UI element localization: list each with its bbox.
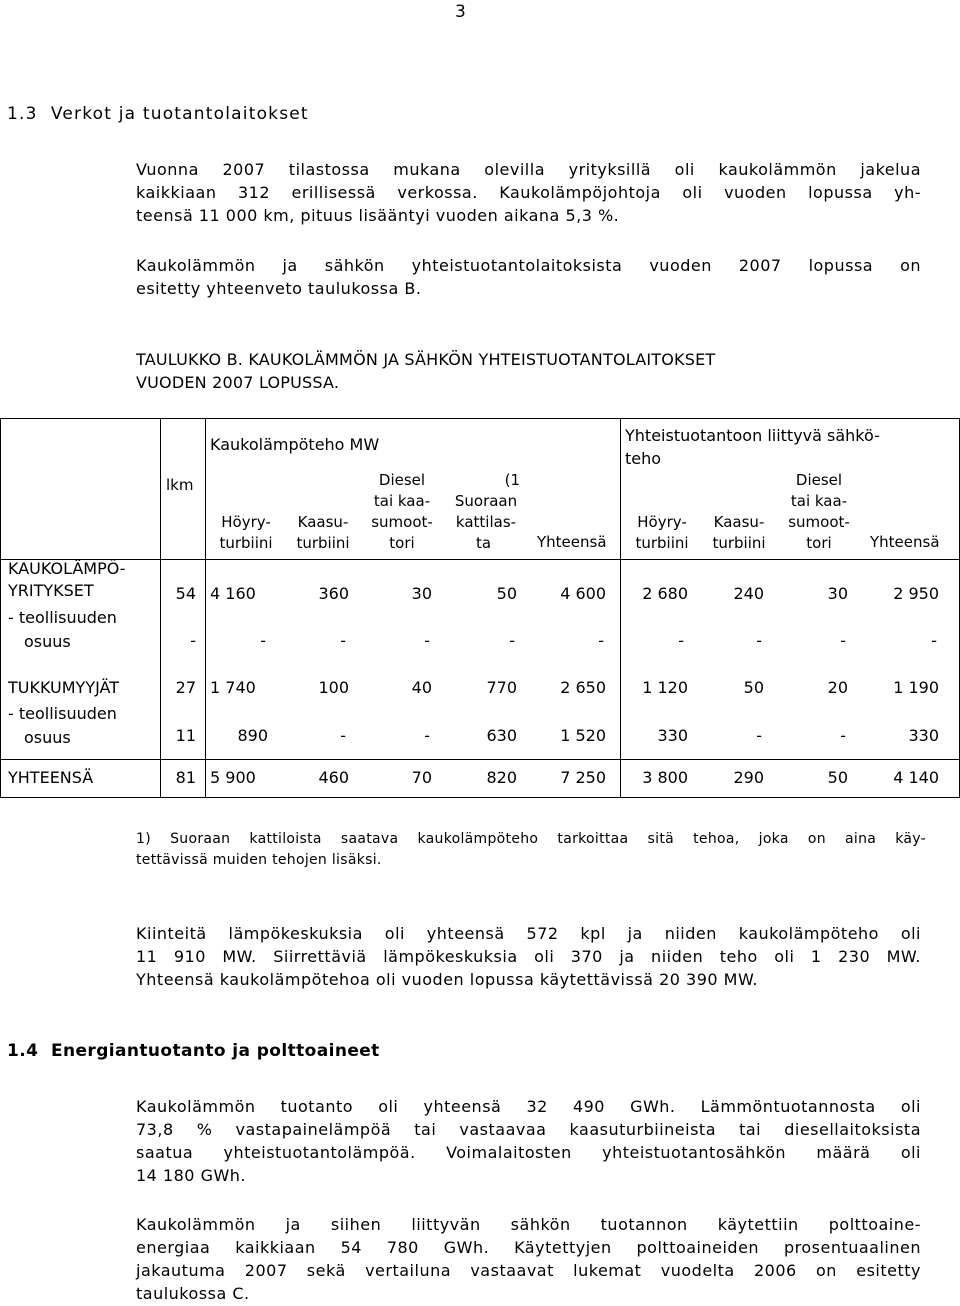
col-header-heat-gas (286, 512, 360, 554)
section-title: Energiantuotanto ja polttoaineet (50, 1041, 380, 1061)
text-line: energiaa kaikkiaan 54 780 GWh. Käytettyjen polttoaineiden prosentuaalinen (136, 1238, 921, 1257)
paragraph-production (136, 1095, 921, 1187)
row-label-line: osuus (24, 728, 71, 747)
cell-power-gas: 50 (743, 678, 764, 697)
cell-heat-direct: 820 (486, 768, 517, 787)
cell-power-gas: - (756, 631, 762, 650)
cell-lkm: 54 (175, 584, 196, 603)
cell-power-diesel: 20 (827, 678, 848, 697)
cell-power-total: 1 190 (893, 678, 939, 697)
cell-heat-total: - (598, 631, 604, 650)
table-border (0, 797, 960, 798)
col-header-heat-diesel (362, 470, 442, 554)
cell-heat-gas: - (340, 726, 346, 745)
row-label-wholesalers: TUKKUMYYJÄT (8, 678, 120, 697)
table-column-line (160, 418, 161, 798)
section-heading-1-4 (7, 1041, 380, 1061)
cell-heat-direct: 630 (486, 726, 517, 745)
paragraph-fuels (136, 1213, 921, 1305)
cell-heat-direct: 770 (486, 678, 517, 697)
text-line: kaikkiaan 312 erillisessä verkossa. Kaukolämpöjohtoja oli vuoden lopussa yh- (136, 183, 921, 202)
cell-power-diesel: 30 (827, 584, 848, 603)
header-line: Höyry- (637, 513, 687, 531)
row-label-total: YHTEENSÄ (8, 768, 94, 787)
col-header-lkm: lkm (166, 476, 194, 494)
text-line: teensä 11 000 km, pituus lisääntyi vuoden aikana 5,3 %. (136, 206, 620, 225)
cell-heat-diesel: 70 (411, 768, 432, 787)
cell-heat-total: 4 600 (560, 584, 606, 603)
cell-heat-diesel: 40 (411, 678, 432, 697)
cell-heat-steam: 5 900 (210, 768, 256, 787)
cell-heat-gas: 100 (318, 678, 349, 697)
text-line: jakautuma 2007 sekä vertailuna vastaavat lukemat vuodelta 2006 on esitetty (136, 1261, 921, 1280)
cell-heat-gas: - (340, 631, 346, 650)
cell-power-steam: - (678, 631, 684, 650)
cell-heat-diesel: 30 (411, 584, 432, 603)
header-line: tori (389, 534, 415, 552)
section-number: 1.3 (7, 104, 38, 124)
cell-power-total: 2 950 (893, 584, 939, 603)
row-label-line: osuus (24, 632, 71, 651)
cell-heat-direct: 50 (496, 584, 517, 603)
col-header-power-gas (702, 512, 776, 554)
table-column-line (620, 418, 621, 798)
cell-power-diesel: 50 (827, 768, 848, 787)
col-header-heat-steam (208, 512, 284, 554)
cell-power-total: - (931, 631, 937, 650)
text-line: 1) Suoraan kattiloista saatava kaukolämpöteho tarkoittaa sitä tehoa, joka on aina käy- (136, 831, 926, 847)
row-label-industry-share (8, 606, 117, 654)
cell-power-steam: 1 120 (642, 678, 688, 697)
text-line: tettävissä muiden tehojen lisäksi. (136, 852, 382, 868)
header-line: tori (806, 534, 832, 552)
cell-power-gas: 240 (733, 584, 764, 603)
cell-heat-steam: 890 (237, 726, 268, 745)
cell-power-diesel: - (840, 726, 846, 745)
cell-heat-total: 1 520 (560, 726, 606, 745)
cell-lkm: 27 (175, 678, 196, 697)
header-line: (1 (504, 471, 520, 489)
group-heading-line: Yhteistuotantoon liittyvä sähkö- (625, 426, 880, 445)
cell-heat-direct: - (509, 631, 515, 650)
col-header-power-total: Yhteensä (870, 533, 940, 551)
table-header-rule (0, 559, 960, 560)
cell-power-gas: 290 (733, 768, 764, 787)
cell-lkm: - (190, 631, 196, 650)
header-line: Diesel (378, 471, 426, 489)
cell-heat-gas: 360 (318, 584, 349, 603)
text-line: Kaukolämmön ja sähkön yhteistuotantolaitoksista vuoden 2007 lopussa on (136, 256, 921, 275)
paragraph-heat-centres (136, 922, 921, 991)
row-label-line: KAUKOLÄMPÖ- (8, 559, 126, 578)
header-line: kattilas- (455, 513, 517, 531)
text-line: 73,8 % vastapainelämpöä tai vastaavaa kaasuturbiineista tai diesellaitoksista (136, 1120, 921, 1139)
cell-heat-gas: 460 (318, 768, 349, 787)
text-line: saatua yhteistuotantolämpöä. Voimalaitosten yhteistuotantosähkön määrä oli (136, 1143, 921, 1162)
cell-heat-steam: 1 740 (210, 678, 256, 697)
header-line: turbiini (712, 534, 766, 552)
text-line: 14 180 GWh. (136, 1166, 247, 1185)
col-header-heat-total: Yhteensä (537, 533, 607, 551)
row-label-line: YRITYKSET (8, 581, 94, 600)
cell-heat-steam: 4 160 (210, 584, 256, 603)
col-header-power-diesel (778, 470, 860, 554)
cell-lkm: 11 (175, 726, 196, 745)
cell-power-diesel: - (840, 631, 846, 650)
header-line: ta (476, 534, 492, 552)
cell-power-steam: 2 680 (642, 584, 688, 603)
group-heading-line: teho (625, 449, 662, 468)
row-label-district-heat-companies (8, 558, 126, 602)
cell-lkm: 81 (175, 768, 196, 787)
table-border (0, 418, 960, 419)
table-column-line (205, 418, 206, 798)
col-header-heat-direct (446, 470, 526, 554)
text-line: Kaukolämmön ja siihen liittyvän sähkön tuotannon käytettiin polttoaine- (136, 1215, 921, 1234)
paragraph-networks (136, 158, 921, 227)
header-line: Höyry- (221, 513, 271, 531)
row-label-line: - teollisuuden (8, 704, 117, 723)
header-line: tai kaa- (790, 492, 848, 510)
section-number: 1.4 (7, 1041, 39, 1061)
cell-heat-diesel: - (424, 726, 430, 745)
table-caption (136, 348, 715, 394)
cell-heat-steam: - (260, 631, 266, 650)
section-heading-1-3 (7, 104, 309, 124)
header-line: Diesel (795, 471, 843, 489)
page-number: 3 (455, 2, 466, 22)
table-b (0, 418, 960, 798)
table-total-rule (0, 759, 960, 760)
table-border (0, 418, 1, 798)
table-caption-line: VUODEN 2007 LOPUSSA. (136, 373, 340, 392)
cell-heat-total: 7 250 (560, 768, 606, 787)
col-header-power-steam (624, 512, 700, 554)
cell-heat-total: 2 650 (560, 678, 606, 697)
paragraph-plants (136, 254, 921, 300)
cell-power-gas: - (756, 726, 762, 745)
text-line: Vuonna 2007 tilastossa mukana olevilla yrityksillä oli kaukolämmön jakelua (136, 160, 921, 179)
cell-power-steam: 330 (657, 726, 688, 745)
table-footnote (136, 829, 926, 871)
section-title: Verkot ja tuotantolaitokset (50, 104, 309, 124)
text-line: 11 910 MW. Siirrettäviä lämpökeskuksia oli 370 ja niiden teho oli 1 230 MW. (136, 947, 921, 966)
header-line: Kaasu- (297, 513, 349, 531)
row-label-industry-share (8, 702, 117, 750)
text-line: Kaukolämmön tuotanto oli yhteensä 32 490 GWh. Lämmöntuotannosta oli (136, 1097, 921, 1116)
header-line: tai kaa- (373, 492, 431, 510)
group-heading-power (625, 424, 880, 470)
header-line: Suoraan (454, 492, 518, 510)
cell-power-total: 330 (908, 726, 939, 745)
text-line: Kiinteitä lämpökeskuksia oli yhteensä 572 kpl ja niiden kaukolämpöteho oli (136, 924, 921, 943)
text-line: Yhteensä kaukolämpötehoa oli vuoden lopussa käytettävissä 20 390 MW. (136, 970, 759, 989)
cell-power-total: 4 140 (893, 768, 939, 787)
text-line: taulukossa C. (136, 1284, 250, 1303)
header-line: turbiini (219, 534, 273, 552)
text-line: esitetty yhteenveto taulukossa B. (136, 279, 422, 298)
group-heading-heat: Kaukolämpöteho MW (210, 435, 380, 454)
header-line: turbiini (296, 534, 350, 552)
header-line: Kaasu- (713, 513, 765, 531)
header-line: turbiini (635, 534, 689, 552)
header-line: sumoot- (788, 513, 850, 531)
cell-heat-diesel: - (424, 631, 430, 650)
header-line: sumoot- (371, 513, 433, 531)
cell-power-steam: 3 800 (642, 768, 688, 787)
table-caption-line: TAULUKKO B. KAUKOLÄMMÖN JA SÄHKÖN YHTEISTUOTANTOLAITOKSET (136, 350, 716, 369)
row-label-line: - teollisuuden (8, 608, 117, 627)
